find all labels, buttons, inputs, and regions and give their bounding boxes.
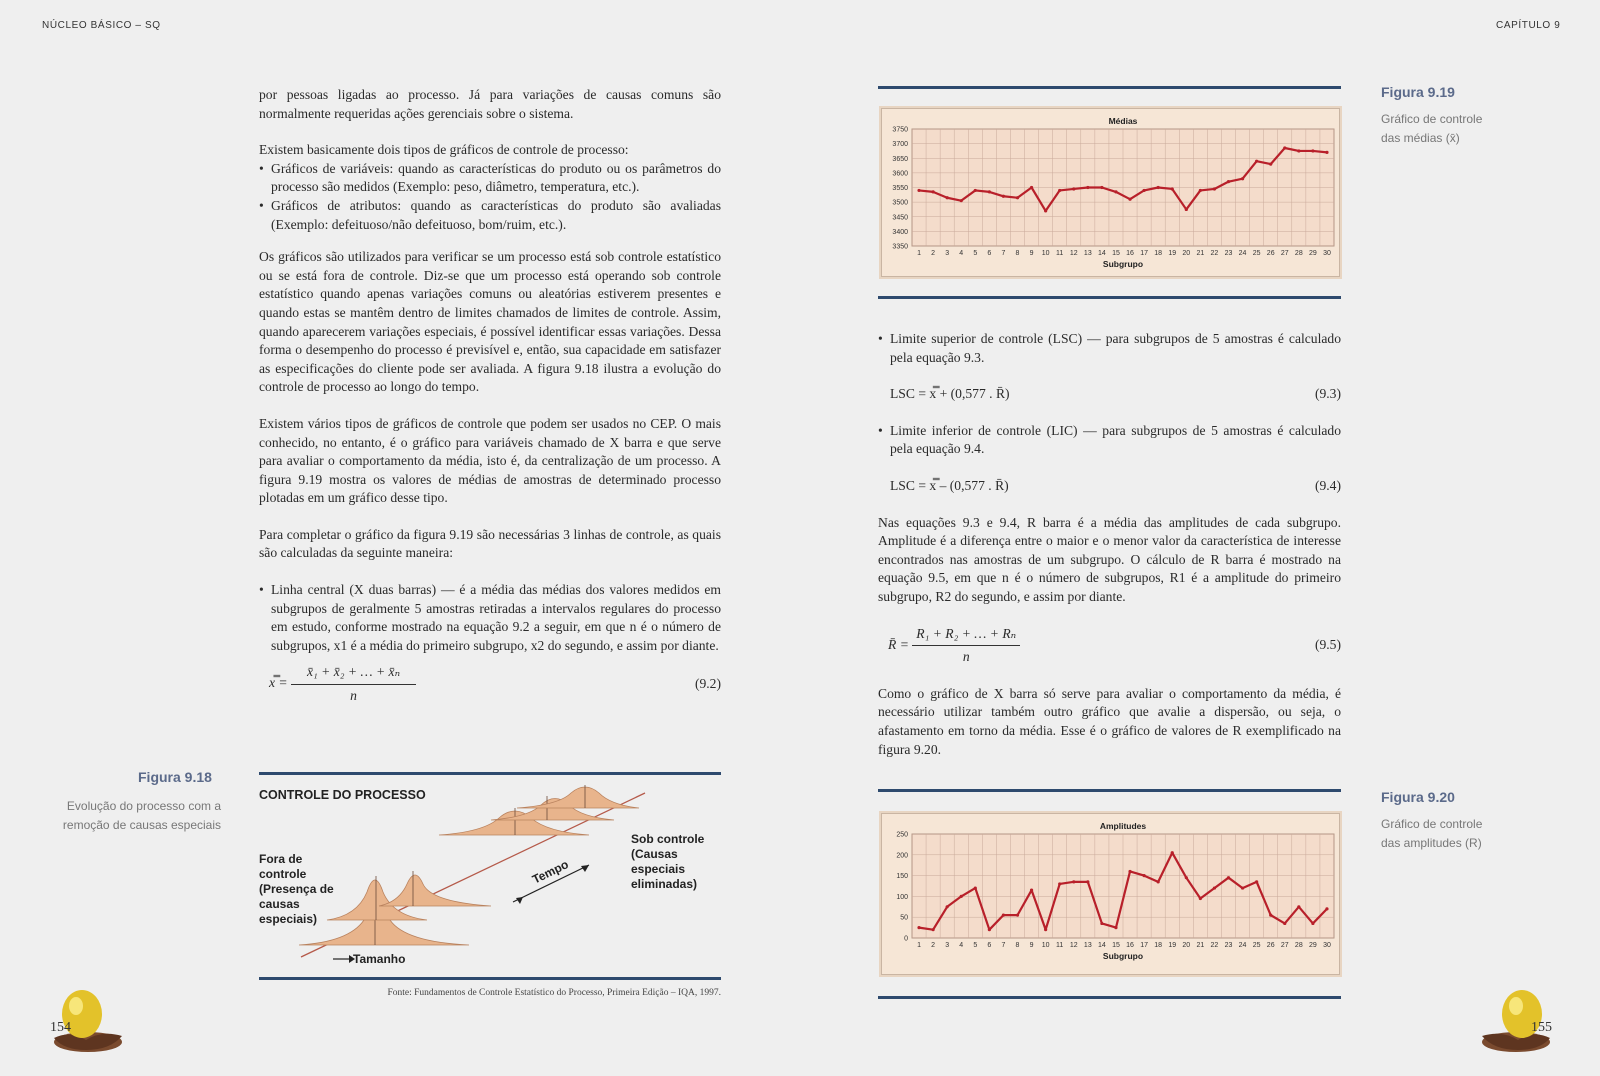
x-tick-label: 26 <box>1266 250 1275 257</box>
list-item-central-line: • Linha central (X duas barras) — é a média das médias dos valores medidos em subgrupos de geralmente 5 amostras retiradas a intervalos regulares do processo em estudo, conforme mostrado na equação 9.2 a seguir, em que n é o número de subgrupos, x1 é a média do primeiro subgrupo, x2 do segundo, e assim por diante. <box>259 581 721 655</box>
x-tick-label: 2 <box>931 250 936 257</box>
bell-curve-2 <box>379 875 491 906</box>
paragraph-r-bar: Nas equações 9.3 e 9.4, R barra é a média das amplitudes de cada subgrupo. Amplitude é a diferença entre o maior e o menor valor da característica de interesse encontrados nas amostras de um subgrupo. O cálculo de R barra é mostrado na equação 9.5, em que n é o número de subgrupos, R1 é a amplitude do primeiro subgrupo, R2 do segundo, e assim por diante. <box>878 514 1341 604</box>
label-line: eliminadas) <box>631 877 698 891</box>
y-tick-label: 250 <box>896 831 908 839</box>
equation-number: (9.2) <box>694 676 721 692</box>
data-point <box>988 928 991 931</box>
data-point <box>1325 151 1328 154</box>
x-tick-label: 30 <box>1323 942 1331 949</box>
list-item: • Gráficos de atributos: quando as características do produto são avaliadas (Exemplo: defeituoso/não defeituoso, bom/ruim, etc.). <box>259 197 721 234</box>
data-point <box>1058 882 1061 885</box>
y-tick-label: 3450 <box>892 214 908 222</box>
x-tick-label: 24 <box>1238 942 1247 949</box>
y-tick-label: 3700 <box>892 141 908 149</box>
data-point <box>1199 897 1202 900</box>
equation-number: (9.3) <box>1314 386 1341 402</box>
x-tick-label: 16 <box>1126 942 1134 949</box>
data-point <box>1199 189 1202 192</box>
data-point <box>1283 922 1286 925</box>
data-point <box>1241 886 1244 889</box>
data-point <box>974 886 977 889</box>
data-point <box>1283 146 1286 149</box>
data-point <box>932 928 935 931</box>
x-tick-label: 29 <box>1309 250 1317 257</box>
chart-title: Amplitudes <box>1099 821 1147 831</box>
x-tick-label: 21 <box>1196 942 1205 949</box>
data-point <box>960 199 963 202</box>
x-tick-label: 27 <box>1280 942 1289 949</box>
x-tick-label: 4 <box>959 250 964 257</box>
x-tick-label: 15 <box>1112 942 1120 949</box>
caption-line: das médias (x̄) <box>1381 131 1460 145</box>
x-tick-label: 13 <box>1083 250 1092 257</box>
data-point <box>1185 208 1188 211</box>
x-tick-label: 19 <box>1168 250 1177 257</box>
x-tick-label: 19 <box>1168 942 1177 949</box>
data-point <box>1058 189 1061 192</box>
x-tick-label: 25 <box>1252 250 1261 257</box>
x-tick-label: 11 <box>1056 942 1064 949</box>
data-point <box>932 190 935 193</box>
y-tick-label: 3750 <box>892 126 908 134</box>
data-point <box>988 190 991 193</box>
x-tick-label: 11 <box>1056 250 1064 257</box>
equation-number: (9.5) <box>1314 637 1341 653</box>
x-tick-label: 9 <box>1029 250 1034 257</box>
equation-body <box>269 663 416 705</box>
equation-body: LSC = x̿ – (0,577 . R̄) <box>890 477 1009 493</box>
data-point <box>946 196 949 199</box>
x-tick-label: 10 <box>1041 250 1050 257</box>
list-item-lic: • Limite inferior de controle (LIC) — para subgrupos de 5 amostras é calculado pela equação 9.4. <box>878 422 1341 459</box>
x-tick-label: 18 <box>1154 250 1163 257</box>
x-tick-label: 6 <box>987 250 992 257</box>
paragraph-2 <box>259 141 721 234</box>
data-point <box>1128 870 1131 873</box>
figure-9-18-caption: Evolução do processo com a remoção de causas especiais <box>62 799 221 832</box>
x-axis-label: Subgrupo <box>1102 951 1144 961</box>
equation-body: LSC = x̿ + (0,577 . R̄) <box>890 386 1010 402</box>
data-point <box>1086 186 1089 189</box>
data-point <box>1143 874 1146 877</box>
figure-9-19-top-rule <box>878 86 1341 89</box>
data-point <box>1002 914 1005 917</box>
means-chart-frame <box>881 108 1340 277</box>
y-tick-label: 3550 <box>892 185 908 192</box>
figure-9-20-caption <box>1381 815 1482 853</box>
equation-9-2 <box>259 663 721 705</box>
x-tick-label: 14 <box>1098 942 1106 949</box>
y-tick-label: 3600 <box>892 170 908 178</box>
equation-number: (9.4) <box>1314 477 1341 493</box>
lic-list <box>878 422 1341 459</box>
data-point <box>1227 876 1230 879</box>
y-tick-label: 3650 <box>892 155 908 163</box>
data-point <box>1100 186 1103 189</box>
ranges-chart <box>882 814 1339 974</box>
label-line: (Causas <box>631 847 678 861</box>
x-tick-label: 3 <box>945 942 950 949</box>
x-tick-label: 24 <box>1238 250 1247 257</box>
equation-denominator: n <box>350 688 357 704</box>
data-point <box>1213 886 1216 889</box>
time-label: Tempo <box>530 857 571 887</box>
data-point <box>1269 163 1272 166</box>
figure-9-18-top-rule <box>259 772 721 775</box>
label-line: causas <box>259 897 300 911</box>
data-point <box>917 189 920 192</box>
caption-line: Gráfico de controle <box>1381 112 1483 126</box>
x-tick-label: 20 <box>1182 942 1191 949</box>
data-point <box>946 905 949 908</box>
x-tick-label: 7 <box>1001 250 1006 257</box>
x-tick-label: 17 <box>1140 942 1148 949</box>
list-item: • Gráficos de variáveis: quando as características do produto ou os parâmetros do processo são medidos (Exemplo: peso, diâmetro, temperatura, etc.). <box>259 160 721 197</box>
data-point <box>1213 187 1216 190</box>
label-line: controle <box>259 867 307 881</box>
page-number-left: 154 <box>50 1020 71 1035</box>
bell-curve-5 <box>517 787 639 808</box>
equation-body <box>888 625 1020 667</box>
label-line: Fora de <box>259 852 303 866</box>
x-tick-label: 22 <box>1210 942 1219 949</box>
figure-9-18-title: Figura 9.18 <box>138 769 212 785</box>
x-tick-label: 29 <box>1309 942 1317 949</box>
data-point <box>1100 922 1103 925</box>
page-number-right: 155 <box>1531 1020 1552 1035</box>
in-control-label <box>631 832 704 892</box>
data-point <box>1269 914 1272 917</box>
figure-9-20-title: Figura 9.20 <box>1381 789 1455 805</box>
data-point <box>917 926 920 929</box>
x-tick-label: 28 <box>1294 250 1303 257</box>
data-point <box>1128 198 1131 201</box>
x-tick-label: 27 <box>1280 250 1289 257</box>
x-tick-label: 8 <box>1015 942 1020 949</box>
data-point <box>1143 189 1146 192</box>
y-tick-label: 150 <box>896 873 908 881</box>
x-tick-label: 3 <box>945 250 950 257</box>
figure-9-19-bottom-rule <box>878 296 1341 299</box>
data-point <box>960 895 963 898</box>
x-tick-label: 21 <box>1196 250 1205 257</box>
running-header-right: CAPÍTULO 9 <box>1496 20 1561 31</box>
data-point <box>1297 905 1300 908</box>
data-point <box>1016 914 1019 917</box>
x-tick-label: 20 <box>1182 250 1191 257</box>
right-text-column <box>878 330 1341 777</box>
figure-9-18-source: Fonte: Fundamentos de Controle Estatístico do Processo, Primeira Edição – IQA, 1997. <box>387 988 721 998</box>
paragraph-last: Como o gráfico de X barra só serve para avaliar o comportamento da média, é necessário utilizar também outro gráfico que avalie a dispersão, ou seja, o afastamento em torno da média. Esse é o gráfico de valores de R exemplificado na figura 9.20. <box>878 685 1341 757</box>
x-tick-label: 15 <box>1112 250 1120 257</box>
equation-lhs: x̿ = <box>269 675 288 691</box>
y-tick-label: 3400 <box>892 228 908 236</box>
data-point <box>1157 880 1160 883</box>
x-tick-label: 30 <box>1323 250 1331 257</box>
data-point <box>974 189 977 192</box>
data-point <box>1157 186 1160 189</box>
x-tick-label: 10 <box>1041 942 1050 949</box>
y-tick-label: 3500 <box>892 199 908 207</box>
data-point <box>1030 889 1033 892</box>
x-tick-label: 4 <box>959 942 964 949</box>
x-tick-label: 5 <box>973 942 978 949</box>
x-tick-label: 2 <box>931 942 936 949</box>
x-tick-label: 18 <box>1154 942 1163 949</box>
x-tick-label: 6 <box>987 942 992 949</box>
data-point <box>1255 160 1258 163</box>
data-point <box>1114 190 1117 193</box>
x-tick-label: 13 <box>1083 942 1092 949</box>
size-label: Tamanho <box>353 952 406 966</box>
out-of-control-label <box>259 852 334 927</box>
paragraph-2-intro: Existem basicamente dois tipos de gráficos de controle de processo: <box>259 142 629 158</box>
data-point <box>1016 196 1019 199</box>
x-tick-label: 12 <box>1069 942 1078 949</box>
data-point <box>1185 876 1188 879</box>
figure-9-20-bottom-rule <box>878 996 1341 999</box>
x-tick-label: 14 <box>1098 250 1106 257</box>
y-tick-label: 3350 <box>892 243 908 251</box>
equation-numerator: x̄₁ + x̄₂ + … + x̄ₙ <box>291 663 416 685</box>
data-point <box>1044 928 1047 931</box>
equation-9-3 <box>878 385 1341 404</box>
data-point <box>1002 195 1005 198</box>
equation-numerator: R₁ + R₂ + … + Rₙ <box>912 625 1020 647</box>
x-tick-label: 23 <box>1224 942 1233 949</box>
figure-9-19-title: Figura 9.19 <box>1381 84 1455 100</box>
x-axis-label: Subgrupo <box>1102 259 1144 269</box>
caption-line: das amplitudes (R) <box>1381 836 1482 850</box>
y-tick-label: 0 <box>904 935 908 943</box>
data-point <box>1241 177 1244 180</box>
x-tick-label: 7 <box>1001 942 1006 949</box>
list-item-lsc: • Limite superior de controle (LSC) — para subgrupos de 5 amostras é calculado pela equação 9.3. <box>878 330 1341 367</box>
y-tick-label: 50 <box>900 914 908 922</box>
paragraph-4: Existem vários tipos de gráficos de controle que podem ser usados no CEP. O mais conhecido, no entanto, é o gráfico para variáveis chamado de X barra e que serve para avaliar o comportamento da média, isto é, da centralização de um processo. A figura 9.19 mostra os valores de médias de amostras de determinado processo plotadas em um gráfico desse tipo. <box>259 415 721 506</box>
x-tick-label: 8 <box>1015 250 1020 257</box>
x-tick-label: 16 <box>1126 250 1134 257</box>
means-chart <box>882 109 1339 276</box>
data-point <box>1171 187 1174 190</box>
equation-lhs: R̄ = <box>888 636 909 652</box>
chart-types-list <box>259 160 721 234</box>
x-tick-label: 23 <box>1224 250 1233 257</box>
data-point <box>1072 187 1075 190</box>
data-point <box>1227 180 1230 183</box>
label-line: Sob controle <box>631 832 705 846</box>
data-point <box>1311 149 1314 152</box>
x-tick-label: 22 <box>1210 250 1219 257</box>
data-point <box>1086 880 1089 883</box>
data-point <box>1030 186 1033 189</box>
paragraph-3: Os gráficos são utilizados para verificar se um processo está sob controle estatístico ou se está fora de controle. Diz-se que um processo está operando sob controle estatístico quando apenas variações comuns ou aleatórias estiverem presentes e quando estas se mantêm dentro de limites chamados de limites de controle. Assim, quando aparecerem variações especiais, é possível identificar essas variações. Dessa forma o desempenho do processo é previsível e, então, sua capacidade em satisfazer as especificações do cliente pode ser avaliada. A figura 9.18 ilustra a evolução do controle de processo ao longo do tempo. <box>259 249 721 395</box>
x-tick-label: 25 <box>1252 942 1261 949</box>
equation-denominator: n <box>962 649 970 665</box>
data-point <box>1255 880 1258 883</box>
x-tick-label: 1 <box>917 250 921 257</box>
y-tick-label: 200 <box>896 852 908 860</box>
x-tick-label: 28 <box>1294 942 1303 949</box>
data-point <box>1114 926 1117 929</box>
data-point <box>1325 907 1328 910</box>
x-tick-label: 17 <box>1140 250 1148 257</box>
label-line: (Presença de <box>259 882 334 896</box>
x-tick-label: 1 <box>917 942 921 949</box>
control-lines-list <box>259 581 721 655</box>
paragraph-5: Para completar o gráfico da figura 9.19 são necessárias 3 linhas de controle, as quais são calculadas da seguinte maneira: <box>259 526 721 561</box>
running-header-left: NÚCLEO BÁSICO – SQ <box>42 20 161 31</box>
x-tick-label: 5 <box>973 250 978 257</box>
data-point <box>1072 880 1075 883</box>
chart-title: Médias <box>1108 116 1138 126</box>
label-line: especiais <box>631 862 686 876</box>
caption-line: Gráfico de controle <box>1381 817 1483 831</box>
data-point <box>1311 922 1314 925</box>
figure-9-18-bottom-rule <box>259 977 721 980</box>
x-tick-label: 12 <box>1069 250 1078 257</box>
x-tick-label: 9 <box>1029 942 1034 949</box>
lsc-list <box>878 330 1341 367</box>
label-line: especiais) <box>259 912 318 926</box>
figure-9-18-heading: CONTROLE DO PROCESSO <box>259 788 426 802</box>
ranges-chart-frame <box>881 813 1340 975</box>
x-tick-label: 26 <box>1266 942 1275 949</box>
data-point <box>1044 209 1047 212</box>
figure-9-19-caption <box>1381 110 1482 148</box>
y-tick-label: 100 <box>896 893 908 901</box>
left-text-column <box>259 86 721 724</box>
equation-9-4 <box>878 477 1341 496</box>
figure-9-20-top-rule <box>878 789 1341 792</box>
equation-fraction <box>912 625 1020 667</box>
equation-fraction <box>291 663 416 705</box>
equation-9-5 <box>878 625 1341 667</box>
paragraph-1: por pessoas ligadas ao processo. Já para variações de causas comuns são normalmente requeridas ações gerenciais sobre o sistema. <box>259 87 721 121</box>
data-point <box>1297 149 1300 152</box>
data-point <box>1171 851 1174 854</box>
